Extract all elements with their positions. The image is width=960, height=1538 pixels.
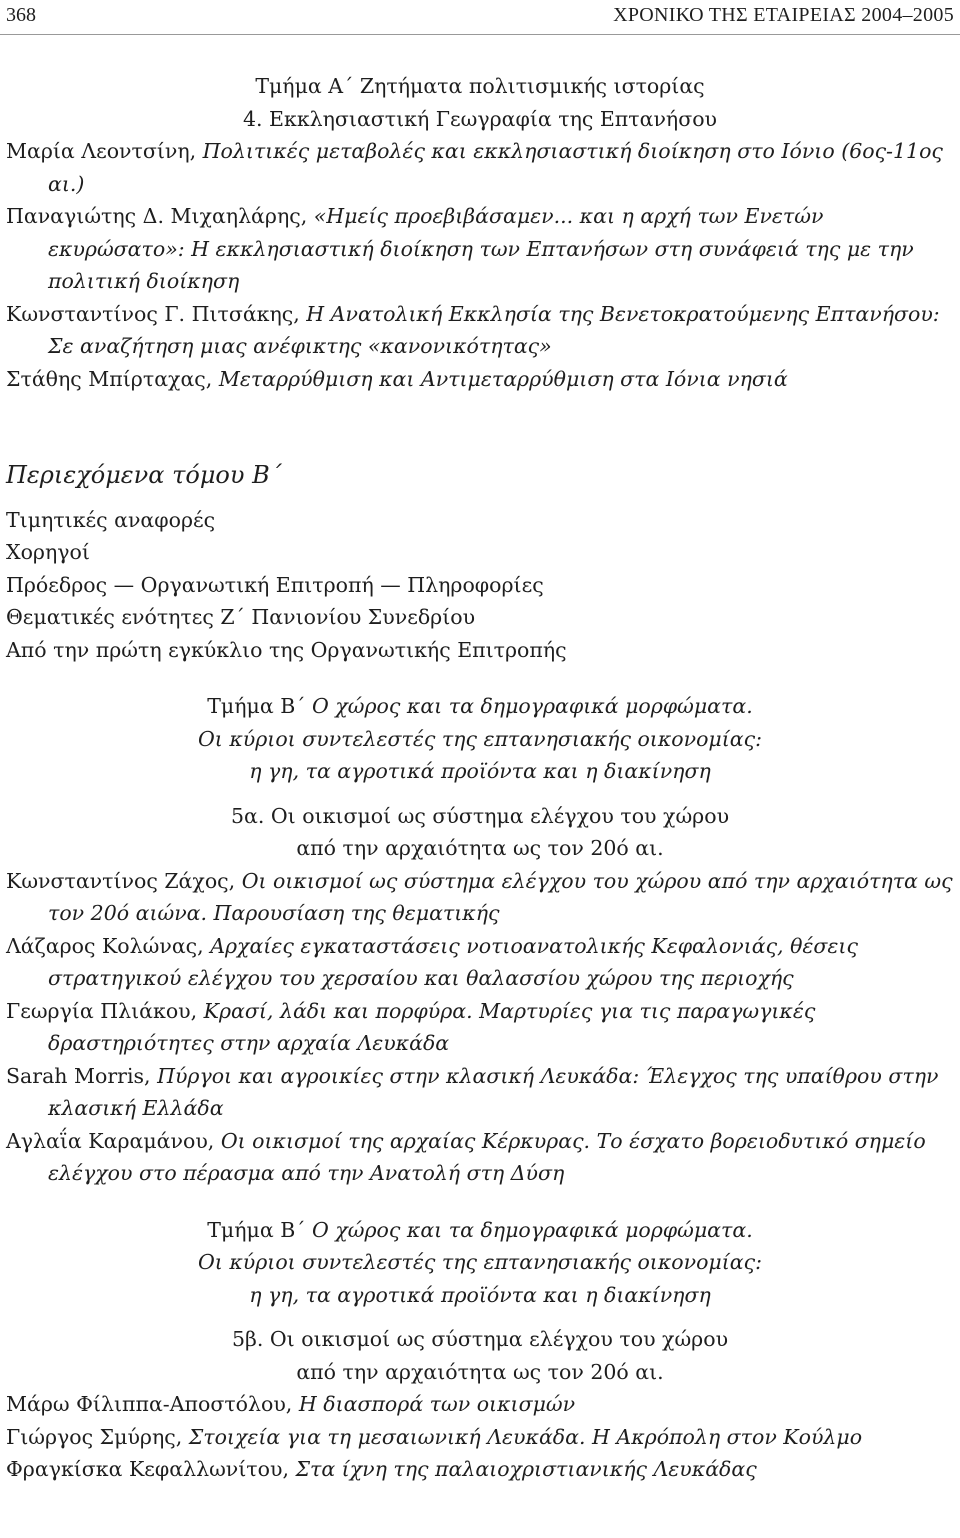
- entry: [6, 1453, 954, 1486]
- list-item: Τιμητικές αναφορές: [6, 507, 216, 532]
- entry-author: Sarah Morris,: [6, 1063, 158, 1088]
- entry-title: «Ημείς προεβιβάσαμεν... και η αρχή των Ενετών εκυρώσατο»: Η εκκλησιαστική διοίκηση των Επτανήσων στη συνάφειά της με την πολιτική διοίκηση: [48, 204, 914, 293]
- entry: [6, 995, 954, 1060]
- entry-title: Η Ανατολική Εκκλησία της Βενετοκρατούμενης Επτανήσου: Σε αναζήτηση μιας ανέφικτης «κανονικότητας»: [48, 301, 940, 358]
- entry-author: Κωνσταντίνος Ζάχος,: [6, 868, 242, 893]
- entry: [6, 1125, 954, 1190]
- entry-author: Μάρω Φίλιππα-Αποστόλου,: [6, 1392, 299, 1416]
- entry: [6, 1060, 954, 1125]
- entry: [6, 298, 954, 363]
- spacer: [6, 788, 954, 800]
- entry: [6, 1388, 954, 1421]
- entry-title: Στοιχεία για τη μεσαιωνική Λευκάδα. Η Ακρόπολη στον Κούλμο: [188, 1424, 863, 1449]
- entry-author: Λάζαρος Κολώνας,: [6, 933, 211, 958]
- entry-author: Παναγιώτης Δ. Μιχαηλάρης,: [6, 204, 314, 228]
- section-a-heading: Τμήμα Α΄ Ζητήματα πολιτισμικής ιστορίας: [255, 74, 705, 98]
- section-b2-subheading-line2: από την αρχαιότητα ως τον 20ό αι.: [296, 1359, 664, 1384]
- section-b2-heading: Τμήμα Β΄ Ο χώρος και τα δημογραφικά μορφώματα.: [207, 1217, 753, 1242]
- running-header: [0, 0, 960, 35]
- entry-title: Κρασί, λάδι και πορφύρα. Μαρτυρίες για τις παραγωγικές δραστηριότητες στην αρχαία Λευκάδα: [48, 998, 816, 1055]
- entry-author: Μαρία Λεοντσίνη,: [6, 139, 203, 163]
- entry-title: Στα ίχνη της παλαιοχριστιανικής Λευκάδας: [295, 1457, 757, 1481]
- section-b2-heading-line3: η γη, τα αγροτικά προϊόντα και η διακίνηση: [249, 1282, 711, 1307]
- page-number: 368: [6, 4, 36, 26]
- entry-title: Οι οικισμοί της αρχαίας Κέρκυρας. Το έσχατο βορειοδυτικό σημείο ελέγχου στο πέρασμα από την Ανατολή στη Δύση: [48, 1128, 926, 1185]
- entry: [6, 865, 954, 930]
- list-item: Από την πρώτη εγκύκλιο της Οργανωτικής Επιτροπής: [6, 637, 567, 662]
- entry: [6, 1421, 954, 1454]
- page-content: [6, 70, 954, 1486]
- spacer: [6, 1190, 954, 1214]
- section-b1-subheading: 5α. Οι οικισμοί ως σύστημα ελέγχου του χώρου: [230, 803, 730, 828]
- section-b1-subheading-line2: από την αρχαιότητα ως τον 20ό αι.: [296, 836, 664, 860]
- list-item: Πρόεδρος — Οργανωτική Επιτροπή — Πληροφορίες: [6, 572, 544, 597]
- entry: [6, 135, 954, 200]
- entry-title: Αρχαίες εγκαταστάσεις νοτιοανατολικής Κεφαλονιάς, θέσεις στρατηγικού ελέγχου του χερσαίου και θαλασσίου χώρου της περιοχής: [48, 933, 858, 990]
- entry-author: Αγλαΐα Καραμάνου,: [6, 1128, 221, 1153]
- entry-author: Κωνσταντίνος Γ. Πιτσάκης,: [6, 301, 307, 326]
- spacer: [6, 1311, 954, 1323]
- spacer: [6, 492, 954, 504]
- list-item: Θεματικές ενότητες Ζ΄ Πανιονίου Συνεδρίου: [6, 605, 476, 629]
- running-title: ΧΡΟΝΙΚΟ ΤΗΣ ΕΤΑΙΡΕΙΑΣ 2004–2005: [613, 4, 954, 26]
- section-b1-heading-line3: η γη, τα αγροτικά προϊόντα και η διακίνηση: [249, 759, 711, 783]
- entry: [6, 200, 954, 298]
- entry-title: Πύργοι και αγροικίες στην κλασική Λευκάδα: Έλεγχος της υπαίθρου στην κλασική Ελλάδα: [48, 1063, 939, 1120]
- entry-author: Γεωργία Πλιάκου,: [6, 998, 204, 1023]
- entry-author: Στάθης Μπίρταχας,: [6, 366, 219, 391]
- section-b2-subheading: 5β. Οι οικισμοί ως σύστημα ελέγχου του χώρου: [231, 1327, 729, 1351]
- section-a-subheading: 4. Εκκλησιαστική Γεωγραφία της Επτανήσου: [242, 106, 718, 131]
- entry: [6, 363, 954, 396]
- entry-title: Η διασπορά των οικισμών: [298, 1392, 576, 1416]
- entry-author: Γιώργος Σμύρης,: [6, 1424, 189, 1449]
- entry: [6, 930, 954, 995]
- entry-author: Φραγκίσκα Κεφαλλωνίτου,: [6, 1457, 296, 1481]
- section-b1-heading: Τμήμα Β΄ Ο χώρος και τα δημογραφικά μορφώματα.: [207, 694, 753, 718]
- spacer: [6, 395, 954, 459]
- spacer: [6, 666, 954, 690]
- volume-b-title: Περιεχόμενα τόμου Β΄: [6, 461, 282, 489]
- section-b2-heading-line2: Οι κύριοι συντελεστές της επτανησιακής οικονομίας:: [197, 1250, 763, 1274]
- list-item: Χορηγοί: [6, 540, 90, 564]
- section-b1-heading-line2: Οι κύριοι συντελεστές της επτανησιακής οικονομίας:: [197, 726, 763, 751]
- entry-title: Οι οικισμοί ως σύστημα ελέγχου του χώρου από την αρχαιότητα ως τον 20ό αιώνα. Παρουσίαση της θεματικής: [48, 868, 953, 925]
- entry-title: Μεταρρύθμιση και Αντιμεταρρύθμιση στα Ιόνια νησιά: [218, 366, 788, 391]
- entry-title: Πολιτικές μεταβολές και εκκλησιαστική διοίκηση στο Ιόνιο (6ος-11ος αι.): [48, 139, 943, 196]
